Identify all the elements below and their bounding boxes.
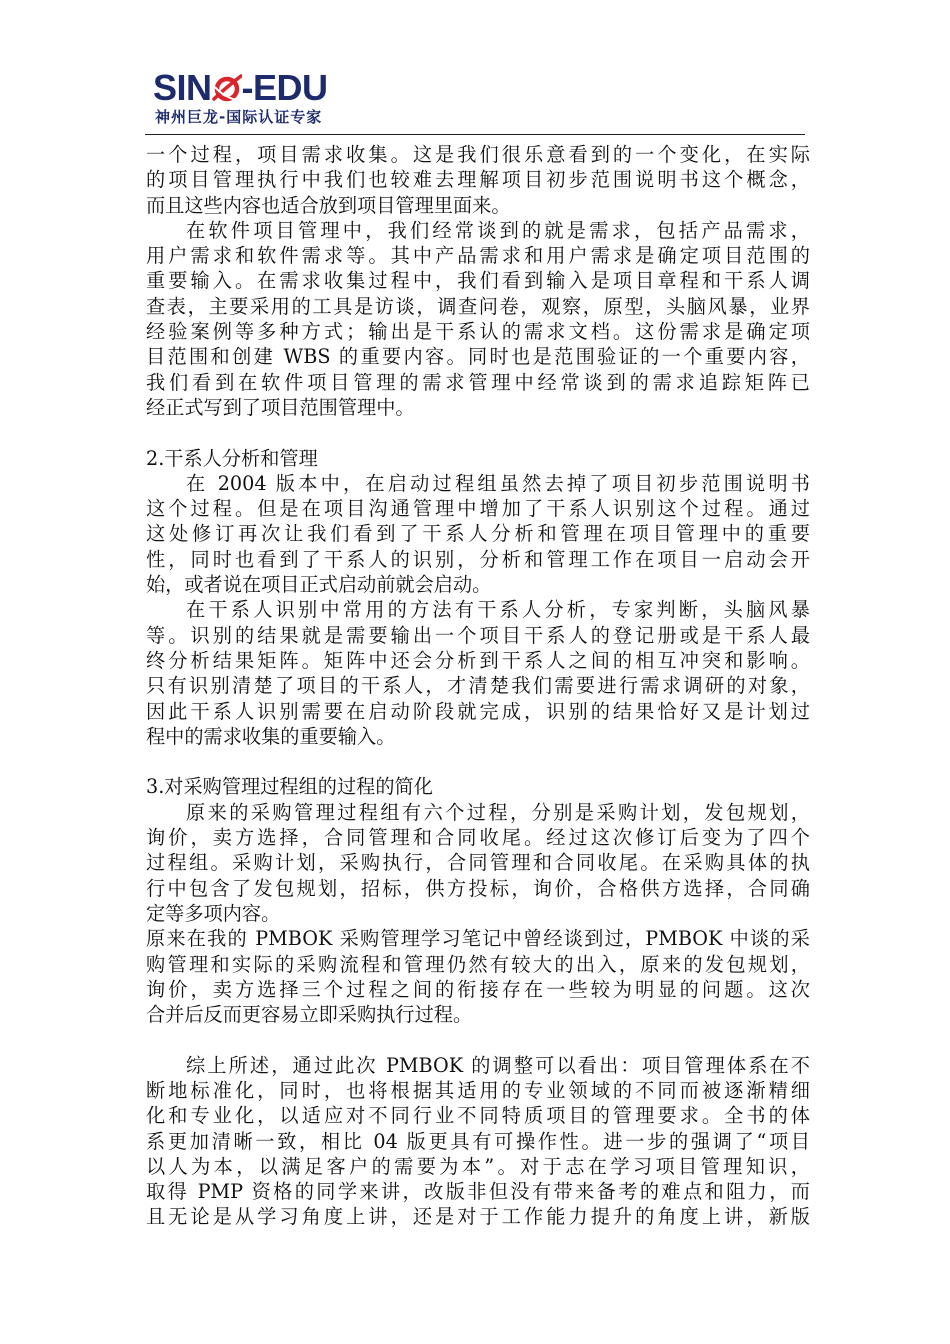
sino-edu-logo — [153, 62, 353, 132]
text-line: 过程组。采购计划，采购执行，合同管理和合同收尾。在采购具体的执 — [146, 851, 810, 875]
text-line: 等。识别的结果就是需要输出一个项目干系人的登记册或是干系人最 — [146, 623, 810, 647]
text-line: 这个过程。但是在项目沟通管理中增加了干系人识别这个过程。通过 — [146, 497, 810, 521]
logo-swoosh-icon — [212, 73, 242, 103]
text-line: 2.干系人分析和管理 — [146, 446, 318, 470]
logo-tagline: 神州巨龙-国际认证专家 — [155, 108, 323, 126]
text-line: 目范围和创建 WBS 的重要内容。同时也是范围验证的一个重要内容， — [146, 345, 810, 369]
text-line: 终分析结果矩阵。矩阵中还会分析到干系人之间的相互冲突和影响。 — [146, 648, 810, 672]
text-line: 在干系人识别中常用的方法有干系人分析，专家判断，头脑风暴 — [186, 598, 810, 622]
text-line: 用户需求和软件需求等。其中产品需求和用户需求是确定项目范围的 — [146, 244, 810, 268]
text-line: 3.对采购管理过程组的过程的简化 — [146, 775, 433, 799]
text-line: 综上所述，通过此次 PMBOK 的调整可以看出：项目管理体系在不 — [186, 1053, 810, 1077]
text-line: 定等多项内容。 — [146, 901, 281, 925]
text-line: 查表，主要采用的工具是访谈，调查问卷，观察，原型，头脑风暴，业界 — [146, 294, 810, 318]
logo-text-left: SIN — [153, 67, 212, 108]
page-header — [145, 62, 805, 134]
text-line: 程中的需求收集的重要输入。 — [146, 724, 396, 748]
text-line: 断地标准化，同时，也将根据其适用的专业领域的不同而被逐渐精细 — [146, 1078, 810, 1102]
text-line: 的项目管理执行中我们也较难去理解项目初步范围说明书这个概念， — [146, 168, 810, 192]
text-line: 以人为本，以满足客户的需要为本”。对于志在学习项目管理知识， — [146, 1154, 810, 1178]
logo-text-right: -EDU — [241, 67, 328, 108]
blank-line — [146, 420, 810, 445]
text-line: 在软件项目管理中，我们经常谈到的就是需求，包括产品需求， — [186, 218, 810, 242]
document-body — [146, 142, 810, 1230]
text-line: 因此干系人识别需要在启动阶段就完成，识别的结果恰好又是计划过 — [146, 699, 810, 723]
blank-line — [146, 749, 810, 774]
text-line: 取得 PMP 资格的同学来讲，改版非但没有带来备考的难点和阻力，而 — [146, 1180, 810, 1204]
text-line: 购管理和实际的采购流程和管理仍然有较大的出入，原来的发包规划， — [146, 952, 810, 976]
text-line: 系更加清晰一致，相比 04 版更具有可操作性。进一步的强调了“项目 — [146, 1129, 810, 1153]
text-line: 化和专业化，以适应对不同行业不同特质项目的管理要求。全书的体 — [146, 1104, 810, 1128]
text-line: 经验案例等多种方式；输出是干系认的需求文档。这份需求是确定项 — [146, 320, 810, 344]
text-line: 询价，卖方选择，合同管理和合同收尾。经过这次修订后变为了四个 — [146, 826, 810, 850]
header-divider — [145, 134, 805, 135]
text-line: 性，同时也看到了干系人的识别，分析和管理工作在项目一启动会开 — [146, 547, 810, 571]
text-line: 询价，卖方选择三个过程之间的衔接存在一些较为明显的问题。这次 — [146, 977, 810, 1001]
text-line: 行中包含了发包规划，招标，供方投标，询价，合格供方选择，合同确 — [146, 876, 810, 900]
text-line: 原来在我的 PMBOK 采购管理学习笔记中曾经谈到过，PMBOK 中谈的采 — [146, 927, 810, 951]
text-line: 而且这些内容也适合放到项目管理里面来。 — [146, 193, 511, 217]
logo-wordmark — [153, 68, 328, 108]
text-line: 合并后反而更容易立即采购执行过程。 — [146, 1003, 473, 1027]
text-line: 这处修订再次让我们看到了干系人分析和管理在项目管理中的重要 — [146, 522, 810, 546]
text-line: 只有识别清楚了项目的干系人，才清楚我们需要进行需求调研的对象， — [146, 674, 810, 698]
text-line: 经正式写到了项目范围管理中。 — [146, 395, 415, 419]
text-line: 且无论是从学习角度上讲，还是对于工作能力提升的角度上讲，新版 — [146, 1205, 810, 1229]
text-line: 重要输入。在需求收集过程中，我们看到输入是项目章程和干系人调 — [146, 269, 810, 293]
text-line: 一个过程，项目需求收集。这是我们很乐意看到的一个变化，在实际 — [146, 143, 810, 166]
text-line: 我们看到在软件项目管理的需求管理中经常谈到的需求追踪矩阵已 — [146, 370, 810, 394]
blank-line — [146, 1027, 810, 1052]
text-line: 原来的采购管理过程组有六个过程，分别是采购计划，发包规划， — [186, 800, 810, 824]
text-line: 始，或者说在项目正式启动前就会启动。 — [146, 573, 492, 597]
text-line: 在 2004 版本中，在启动过程组虽然去掉了项目初步范围说明书 — [186, 471, 810, 495]
